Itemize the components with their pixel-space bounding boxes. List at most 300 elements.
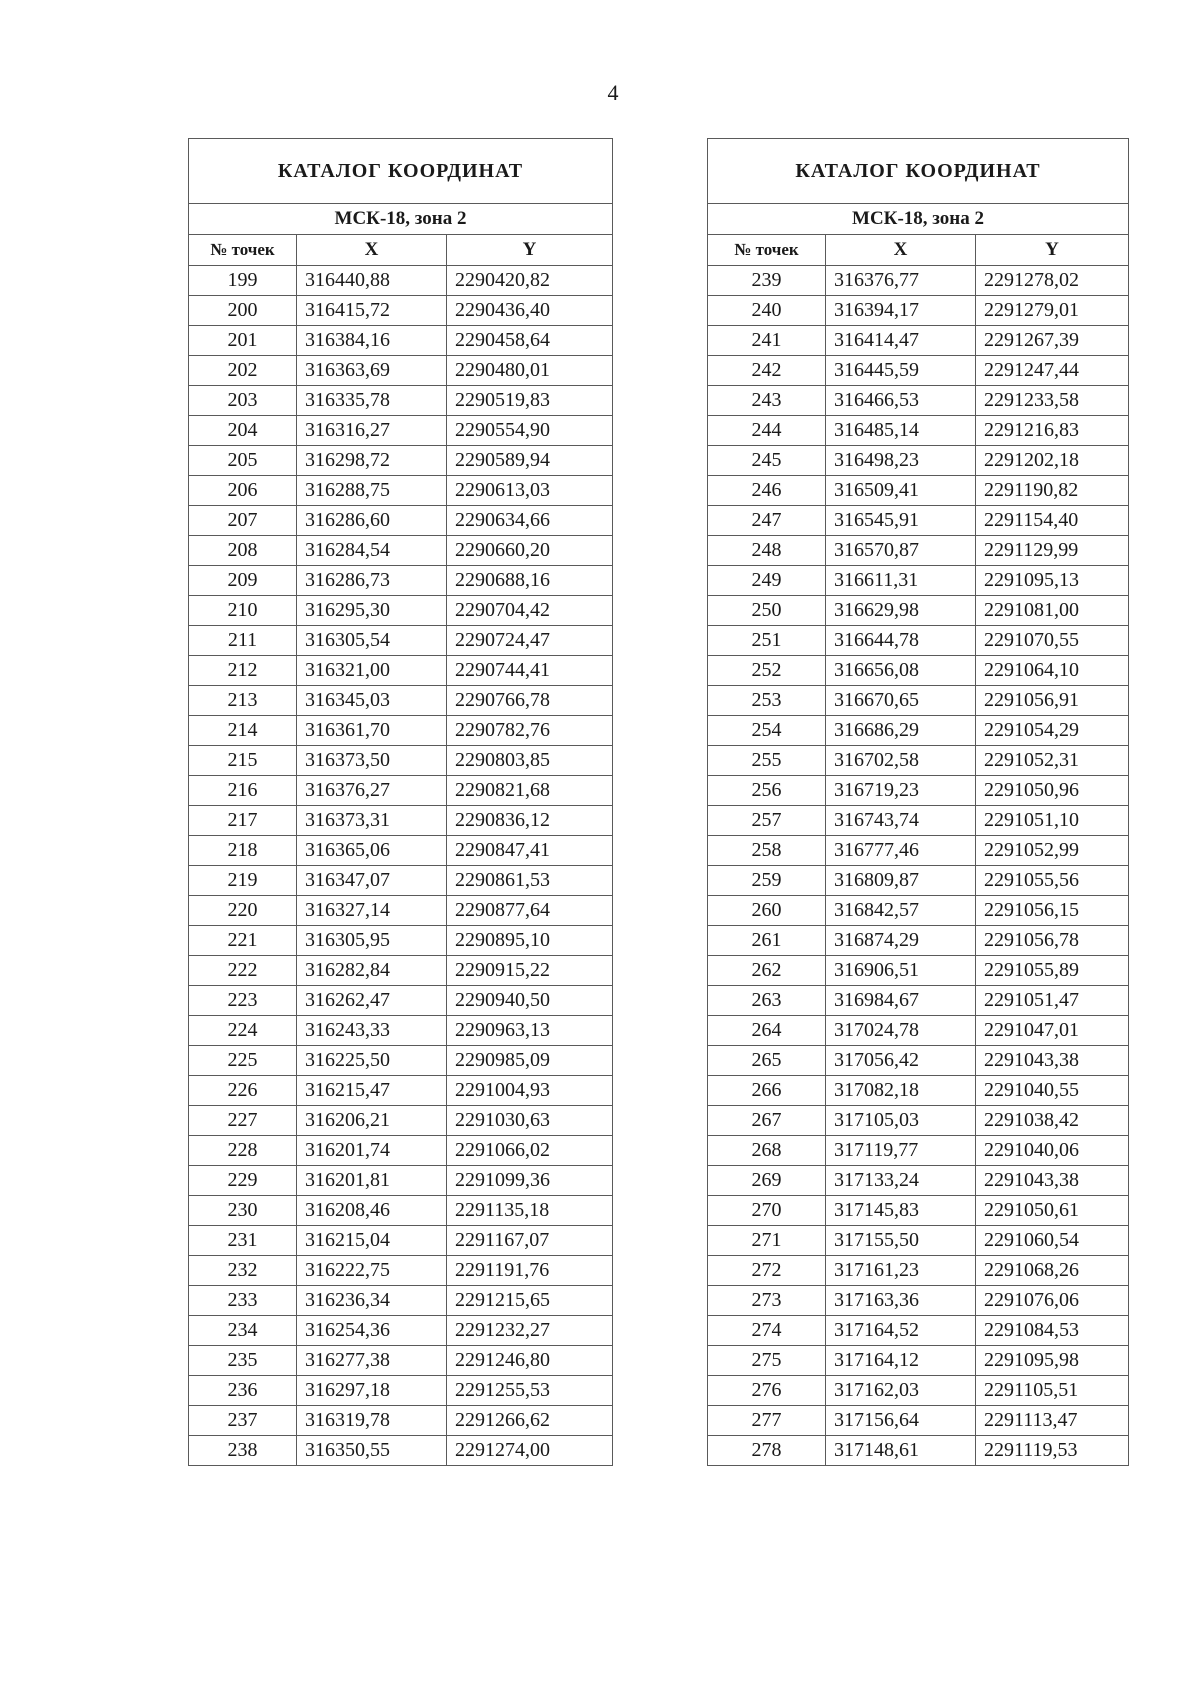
y-coordinate-cell: 2290985,09 — [447, 1046, 613, 1076]
y-coordinate-cell: 2291004,93 — [447, 1076, 613, 1106]
point-number-cell: 207 — [189, 506, 297, 536]
table-row — [708, 1286, 1129, 1316]
x-coordinate-cell: 316208,46 — [297, 1196, 447, 1226]
x-coordinate-cell: 316277,38 — [297, 1346, 447, 1376]
table-row — [189, 566, 613, 596]
y-coordinate-cell: 2290821,68 — [447, 776, 613, 806]
x-coordinate-cell: 316445,59 — [826, 356, 976, 386]
x-coordinate-cell: 316262,47 — [297, 986, 447, 1016]
x-coordinate-cell: 317162,03 — [826, 1376, 976, 1406]
x-coordinate-cell: 316415,72 — [297, 296, 447, 326]
y-coordinate-cell: 2290895,10 — [447, 926, 613, 956]
x-coordinate-cell: 317163,36 — [826, 1286, 976, 1316]
table-row — [189, 356, 613, 386]
table-row — [189, 446, 613, 476]
table-row — [708, 326, 1129, 356]
y-coordinate-cell: 2291043,38 — [976, 1166, 1129, 1196]
point-number-cell: 257 — [708, 806, 826, 836]
y-coordinate-cell: 2291119,53 — [976, 1436, 1129, 1466]
x-coordinate-cell: 316321,00 — [297, 656, 447, 686]
table-row — [189, 266, 613, 296]
x-coordinate-cell: 316874,29 — [826, 926, 976, 956]
y-coordinate-cell: 2290940,50 — [447, 986, 613, 1016]
x-coordinate-cell: 316570,87 — [826, 536, 976, 566]
x-coordinate-cell: 316319,78 — [297, 1406, 447, 1436]
point-number-cell: 273 — [708, 1286, 826, 1316]
coordinate-catalog-table-left — [188, 138, 613, 1466]
table-row — [708, 1226, 1129, 1256]
y-coordinate-cell: 2291047,01 — [976, 1016, 1129, 1046]
y-coordinate-cell: 2291247,44 — [976, 356, 1129, 386]
point-number-cell: 268 — [708, 1136, 826, 1166]
y-coordinate-cell: 2290963,13 — [447, 1016, 613, 1046]
table-row — [189, 956, 613, 986]
table-row — [708, 1376, 1129, 1406]
point-number-cell: 230 — [189, 1196, 297, 1226]
table-row — [708, 806, 1129, 836]
point-number-cell: 267 — [708, 1106, 826, 1136]
table-row — [708, 896, 1129, 926]
y-coordinate-cell: 2291052,31 — [976, 746, 1129, 776]
point-number-cell: 260 — [708, 896, 826, 926]
x-coordinate-cell: 316206,21 — [297, 1106, 447, 1136]
y-coordinate-cell: 2291215,65 — [447, 1286, 613, 1316]
point-number-cell: 266 — [708, 1076, 826, 1106]
x-coordinate-cell: 316297,18 — [297, 1376, 447, 1406]
point-number-cell: 236 — [189, 1376, 297, 1406]
x-coordinate-cell: 316201,74 — [297, 1136, 447, 1166]
x-coordinate-cell: 316215,04 — [297, 1226, 447, 1256]
table-row — [708, 1016, 1129, 1046]
point-number-cell: 247 — [708, 506, 826, 536]
table-row — [708, 386, 1129, 416]
point-number-cell: 249 — [708, 566, 826, 596]
point-number-cell: 252 — [708, 656, 826, 686]
point-number-cell: 219 — [189, 866, 297, 896]
table-row — [189, 746, 613, 776]
table-row — [708, 926, 1129, 956]
y-coordinate-cell: 2290613,03 — [447, 476, 613, 506]
point-number-cell: 253 — [708, 686, 826, 716]
point-number-cell: 255 — [708, 746, 826, 776]
table-row — [189, 1436, 613, 1466]
point-number-cell: 215 — [189, 746, 297, 776]
x-coordinate-cell: 316225,50 — [297, 1046, 447, 1076]
point-number-cell: 241 — [708, 326, 826, 356]
table-row — [189, 1076, 613, 1106]
x-coordinate-cell: 316288,75 — [297, 476, 447, 506]
x-coordinate-cell: 316335,78 — [297, 386, 447, 416]
y-coordinate-cell: 2291055,89 — [976, 956, 1129, 986]
x-coordinate-cell: 316644,78 — [826, 626, 976, 656]
y-coordinate-cell: 2291050,61 — [976, 1196, 1129, 1226]
table-row — [189, 1316, 613, 1346]
table-row — [708, 986, 1129, 1016]
point-number-cell: 210 — [189, 596, 297, 626]
point-number-cell: 224 — [189, 1016, 297, 1046]
point-number-cell: 202 — [189, 356, 297, 386]
table-row — [708, 1436, 1129, 1466]
table-row — [189, 596, 613, 626]
y-coordinate-cell: 2291233,58 — [976, 386, 1129, 416]
point-number-cell: 238 — [189, 1436, 297, 1466]
point-number-cell: 213 — [189, 686, 297, 716]
point-number-cell: 276 — [708, 1376, 826, 1406]
table-row — [708, 776, 1129, 806]
table-row — [708, 1196, 1129, 1226]
y-coordinate-cell: 2290554,90 — [447, 416, 613, 446]
point-number-cell: 208 — [189, 536, 297, 566]
point-number-cell: 200 — [189, 296, 297, 326]
x-coordinate-cell: 317156,64 — [826, 1406, 976, 1436]
table-row — [189, 1016, 613, 1046]
point-number-cell: 216 — [189, 776, 297, 806]
point-number-cell: 217 — [189, 806, 297, 836]
point-number-cell: 256 — [708, 776, 826, 806]
x-coordinate-cell: 316347,07 — [297, 866, 447, 896]
x-coordinate-cell: 316686,29 — [826, 716, 976, 746]
x-coordinate-cell: 316414,47 — [826, 326, 976, 356]
y-coordinate-cell: 2291167,07 — [447, 1226, 613, 1256]
x-coordinate-cell: 316298,72 — [297, 446, 447, 476]
point-number-cell: 278 — [708, 1436, 826, 1466]
column-header-y: Y — [447, 235, 613, 266]
point-number-cell: 242 — [708, 356, 826, 386]
y-coordinate-cell: 2291216,83 — [976, 416, 1129, 446]
table-row — [708, 1256, 1129, 1286]
point-number-cell: 274 — [708, 1316, 826, 1346]
x-coordinate-cell: 316286,73 — [297, 566, 447, 596]
point-number-cell: 263 — [708, 986, 826, 1016]
column-header-x: X — [297, 235, 447, 266]
y-coordinate-cell: 2291084,53 — [976, 1316, 1129, 1346]
table-row — [189, 866, 613, 896]
y-coordinate-cell: 2291051,47 — [976, 986, 1129, 1016]
x-coordinate-cell: 316376,77 — [826, 266, 976, 296]
x-coordinate-cell: 316842,57 — [826, 896, 976, 926]
column-header-point-number: № точек — [708, 235, 826, 266]
table-row — [708, 1316, 1129, 1346]
y-coordinate-cell: 2291066,02 — [447, 1136, 613, 1166]
y-coordinate-cell: 2290589,94 — [447, 446, 613, 476]
table-row — [708, 296, 1129, 326]
table-row — [708, 956, 1129, 986]
table-row — [708, 506, 1129, 536]
point-number-cell: 239 — [708, 266, 826, 296]
point-number-cell: 237 — [189, 1406, 297, 1436]
x-coordinate-cell: 316440,88 — [297, 266, 447, 296]
y-coordinate-cell: 2290458,64 — [447, 326, 613, 356]
x-coordinate-cell: 316373,31 — [297, 806, 447, 836]
y-coordinate-cell: 2291278,02 — [976, 266, 1129, 296]
x-coordinate-cell: 317056,42 — [826, 1046, 976, 1076]
point-number-cell: 245 — [708, 446, 826, 476]
point-number-cell: 204 — [189, 416, 297, 446]
y-coordinate-cell: 2291113,47 — [976, 1406, 1129, 1436]
table-body — [189, 266, 613, 1466]
x-coordinate-cell: 317155,50 — [826, 1226, 976, 1256]
column-header-y: Y — [976, 235, 1129, 266]
table-row — [708, 266, 1129, 296]
point-number-cell: 220 — [189, 896, 297, 926]
x-coordinate-cell: 316545,91 — [826, 506, 976, 536]
table-row — [189, 1106, 613, 1136]
point-number-cell: 199 — [189, 266, 297, 296]
table-row — [708, 1136, 1129, 1166]
table-row — [189, 1286, 613, 1316]
point-number-cell: 246 — [708, 476, 826, 506]
x-coordinate-cell: 316305,95 — [297, 926, 447, 956]
point-number-cell: 271 — [708, 1226, 826, 1256]
table-row — [189, 416, 613, 446]
table-body — [708, 266, 1129, 1466]
x-coordinate-cell: 316777,46 — [826, 836, 976, 866]
x-coordinate-cell: 316365,06 — [297, 836, 447, 866]
table-row — [708, 566, 1129, 596]
table-row — [708, 446, 1129, 476]
table-row — [189, 1406, 613, 1436]
y-coordinate-cell: 2290660,20 — [447, 536, 613, 566]
point-number-cell: 229 — [189, 1166, 297, 1196]
x-coordinate-cell: 316286,60 — [297, 506, 447, 536]
x-coordinate-cell: 316743,74 — [826, 806, 976, 836]
x-coordinate-cell: 316629,98 — [826, 596, 976, 626]
point-number-cell: 262 — [708, 956, 826, 986]
table-row — [189, 296, 613, 326]
point-number-cell: 259 — [708, 866, 826, 896]
point-number-cell: 201 — [189, 326, 297, 356]
table-row — [708, 356, 1129, 386]
y-coordinate-cell: 2291266,62 — [447, 1406, 613, 1436]
x-coordinate-cell: 316327,14 — [297, 896, 447, 926]
y-coordinate-cell: 2290766,78 — [447, 686, 613, 716]
point-number-cell: 206 — [189, 476, 297, 506]
x-coordinate-cell: 317082,18 — [826, 1076, 976, 1106]
x-coordinate-cell: 316509,41 — [826, 476, 976, 506]
x-coordinate-cell: 316376,27 — [297, 776, 447, 806]
x-coordinate-cell: 317133,24 — [826, 1166, 976, 1196]
point-number-cell: 275 — [708, 1346, 826, 1376]
page-number: 4 — [607, 80, 619, 105]
x-coordinate-cell: 316282,84 — [297, 956, 447, 986]
y-coordinate-cell: 2291051,10 — [976, 806, 1129, 836]
point-number-cell: 226 — [189, 1076, 297, 1106]
y-coordinate-cell: 2291055,56 — [976, 866, 1129, 896]
table-row — [189, 386, 613, 416]
y-coordinate-cell: 2290836,12 — [447, 806, 613, 836]
y-coordinate-cell: 2291064,10 — [976, 656, 1129, 686]
x-coordinate-cell: 317024,78 — [826, 1016, 976, 1046]
table-row — [708, 836, 1129, 866]
y-coordinate-cell: 2290915,22 — [447, 956, 613, 986]
coordinate-system: МСК-18, зона 2 — [708, 204, 1129, 235]
point-number-cell: 221 — [189, 926, 297, 956]
point-number-cell: 254 — [708, 716, 826, 746]
table-row — [189, 806, 613, 836]
point-number-cell: 232 — [189, 1256, 297, 1286]
point-number-cell: 231 — [189, 1226, 297, 1256]
x-coordinate-cell: 316345,03 — [297, 686, 447, 716]
x-coordinate-cell: 317161,23 — [826, 1256, 976, 1286]
table-row — [189, 686, 613, 716]
table-row — [189, 1166, 613, 1196]
x-coordinate-cell: 316906,51 — [826, 956, 976, 986]
table-row — [708, 1346, 1129, 1376]
x-coordinate-cell: 316656,08 — [826, 656, 976, 686]
y-coordinate-cell: 2291190,82 — [976, 476, 1129, 506]
x-coordinate-cell: 316394,17 — [826, 296, 976, 326]
y-coordinate-cell: 2290634,66 — [447, 506, 613, 536]
catalog-title: КАТАЛОГ КООРДИНАТ — [708, 139, 1129, 204]
x-coordinate-cell: 316361,70 — [297, 716, 447, 746]
table-row — [708, 416, 1129, 446]
point-number-cell: 205 — [189, 446, 297, 476]
point-number-cell: 270 — [708, 1196, 826, 1226]
point-number-cell: 209 — [189, 566, 297, 596]
y-coordinate-cell: 2291279,01 — [976, 296, 1129, 326]
table-row — [189, 476, 613, 506]
x-coordinate-cell: 316363,69 — [297, 356, 447, 386]
table-row — [708, 1406, 1129, 1436]
point-number-cell: 264 — [708, 1016, 826, 1046]
y-coordinate-cell: 2290724,47 — [447, 626, 613, 656]
point-number-cell: 272 — [708, 1256, 826, 1286]
table-row — [189, 1256, 613, 1286]
coordinate-system: МСК-18, зона 2 — [189, 204, 613, 235]
y-coordinate-cell: 2290861,53 — [447, 866, 613, 896]
table-row — [708, 1166, 1129, 1196]
point-number-cell: 265 — [708, 1046, 826, 1076]
point-number-cell: 223 — [189, 986, 297, 1016]
y-coordinate-cell: 2291056,78 — [976, 926, 1129, 956]
y-coordinate-cell: 2291050,96 — [976, 776, 1129, 806]
point-number-cell: 250 — [708, 596, 826, 626]
x-coordinate-cell: 316295,30 — [297, 596, 447, 626]
point-number-cell: 251 — [708, 626, 826, 656]
y-coordinate-cell: 2291105,51 — [976, 1376, 1129, 1406]
point-number-cell: 225 — [189, 1046, 297, 1076]
x-coordinate-cell: 316236,34 — [297, 1286, 447, 1316]
y-coordinate-cell: 2291040,06 — [976, 1136, 1129, 1166]
table-row — [189, 1226, 613, 1256]
column-header-point-number: № точек — [189, 235, 297, 266]
table-row — [189, 326, 613, 356]
x-coordinate-cell: 316350,55 — [297, 1436, 447, 1466]
table-row — [189, 716, 613, 746]
point-number-cell: 243 — [708, 386, 826, 416]
y-coordinate-cell: 2291043,38 — [976, 1046, 1129, 1076]
y-coordinate-cell: 2291154,40 — [976, 506, 1129, 536]
y-coordinate-cell: 2291274,00 — [447, 1436, 613, 1466]
x-coordinate-cell: 316466,53 — [826, 386, 976, 416]
point-number-cell: 240 — [708, 296, 826, 326]
x-coordinate-cell: 316984,67 — [826, 986, 976, 1016]
table-row — [708, 746, 1129, 776]
y-coordinate-cell: 2291129,99 — [976, 536, 1129, 566]
y-coordinate-cell: 2290519,83 — [447, 386, 613, 416]
point-number-cell: 234 — [189, 1316, 297, 1346]
table-row — [708, 656, 1129, 686]
x-coordinate-cell: 317119,77 — [826, 1136, 976, 1166]
x-coordinate-cell: 316243,33 — [297, 1016, 447, 1046]
table-row — [189, 896, 613, 926]
y-coordinate-cell: 2291202,18 — [976, 446, 1129, 476]
y-coordinate-cell: 2290803,85 — [447, 746, 613, 776]
table-row — [189, 626, 613, 656]
table-row — [189, 506, 613, 536]
y-coordinate-cell: 2290782,76 — [447, 716, 613, 746]
point-number-cell: 212 — [189, 656, 297, 686]
table-row — [708, 1106, 1129, 1136]
x-coordinate-cell: 316373,50 — [297, 746, 447, 776]
x-coordinate-cell: 316254,36 — [297, 1316, 447, 1346]
y-coordinate-cell: 2291255,53 — [447, 1376, 613, 1406]
x-coordinate-cell: 316702,58 — [826, 746, 976, 776]
y-coordinate-cell: 2291030,63 — [447, 1106, 613, 1136]
x-coordinate-cell: 317145,83 — [826, 1196, 976, 1226]
table-row — [708, 716, 1129, 746]
point-number-cell: 277 — [708, 1406, 826, 1436]
x-coordinate-cell: 316809,87 — [826, 866, 976, 896]
y-coordinate-cell: 2291054,29 — [976, 716, 1129, 746]
table-row — [189, 1196, 613, 1226]
y-coordinate-cell: 2291095,13 — [976, 566, 1129, 596]
point-number-cell: 261 — [708, 926, 826, 956]
y-coordinate-cell: 2290688,16 — [447, 566, 613, 596]
table-row — [708, 686, 1129, 716]
table-row — [189, 1046, 613, 1076]
y-coordinate-cell: 2290436,40 — [447, 296, 613, 326]
x-coordinate-cell: 316719,23 — [826, 776, 976, 806]
y-coordinate-cell: 2291038,42 — [976, 1106, 1129, 1136]
point-number-cell: 218 — [189, 836, 297, 866]
table-row — [708, 866, 1129, 896]
table-row — [189, 1376, 613, 1406]
x-coordinate-cell: 317164,12 — [826, 1346, 976, 1376]
point-number-cell: 227 — [189, 1106, 297, 1136]
y-coordinate-cell: 2291052,99 — [976, 836, 1129, 866]
table-row — [708, 476, 1129, 506]
y-coordinate-cell: 2291267,39 — [976, 326, 1129, 356]
table-row — [189, 656, 613, 686]
x-coordinate-cell: 317105,03 — [826, 1106, 976, 1136]
y-coordinate-cell: 2290847,41 — [447, 836, 613, 866]
y-coordinate-cell: 2291135,18 — [447, 1196, 613, 1226]
y-coordinate-cell: 2291095,98 — [976, 1346, 1129, 1376]
y-coordinate-cell: 2290420,82 — [447, 266, 613, 296]
y-coordinate-cell: 2291081,00 — [976, 596, 1129, 626]
y-coordinate-cell: 2291056,91 — [976, 686, 1129, 716]
table-row — [189, 776, 613, 806]
y-coordinate-cell: 2291191,76 — [447, 1256, 613, 1286]
table-row — [189, 1346, 613, 1376]
point-number-cell: 228 — [189, 1136, 297, 1166]
table-row — [189, 926, 613, 956]
point-number-cell: 235 — [189, 1346, 297, 1376]
y-coordinate-cell: 2291246,80 — [447, 1346, 613, 1376]
point-number-cell: 214 — [189, 716, 297, 746]
table-row — [189, 986, 613, 1016]
x-coordinate-cell: 316222,75 — [297, 1256, 447, 1286]
table-row — [708, 626, 1129, 656]
catalog-title: КАТАЛОГ КООРДИНАТ — [189, 139, 613, 204]
y-coordinate-cell: 2291232,27 — [447, 1316, 613, 1346]
point-number-cell: 222 — [189, 956, 297, 986]
table-row — [189, 1136, 613, 1166]
point-number-cell: 233 — [189, 1286, 297, 1316]
y-coordinate-cell: 2291060,54 — [976, 1226, 1129, 1256]
point-number-cell: 211 — [189, 626, 297, 656]
